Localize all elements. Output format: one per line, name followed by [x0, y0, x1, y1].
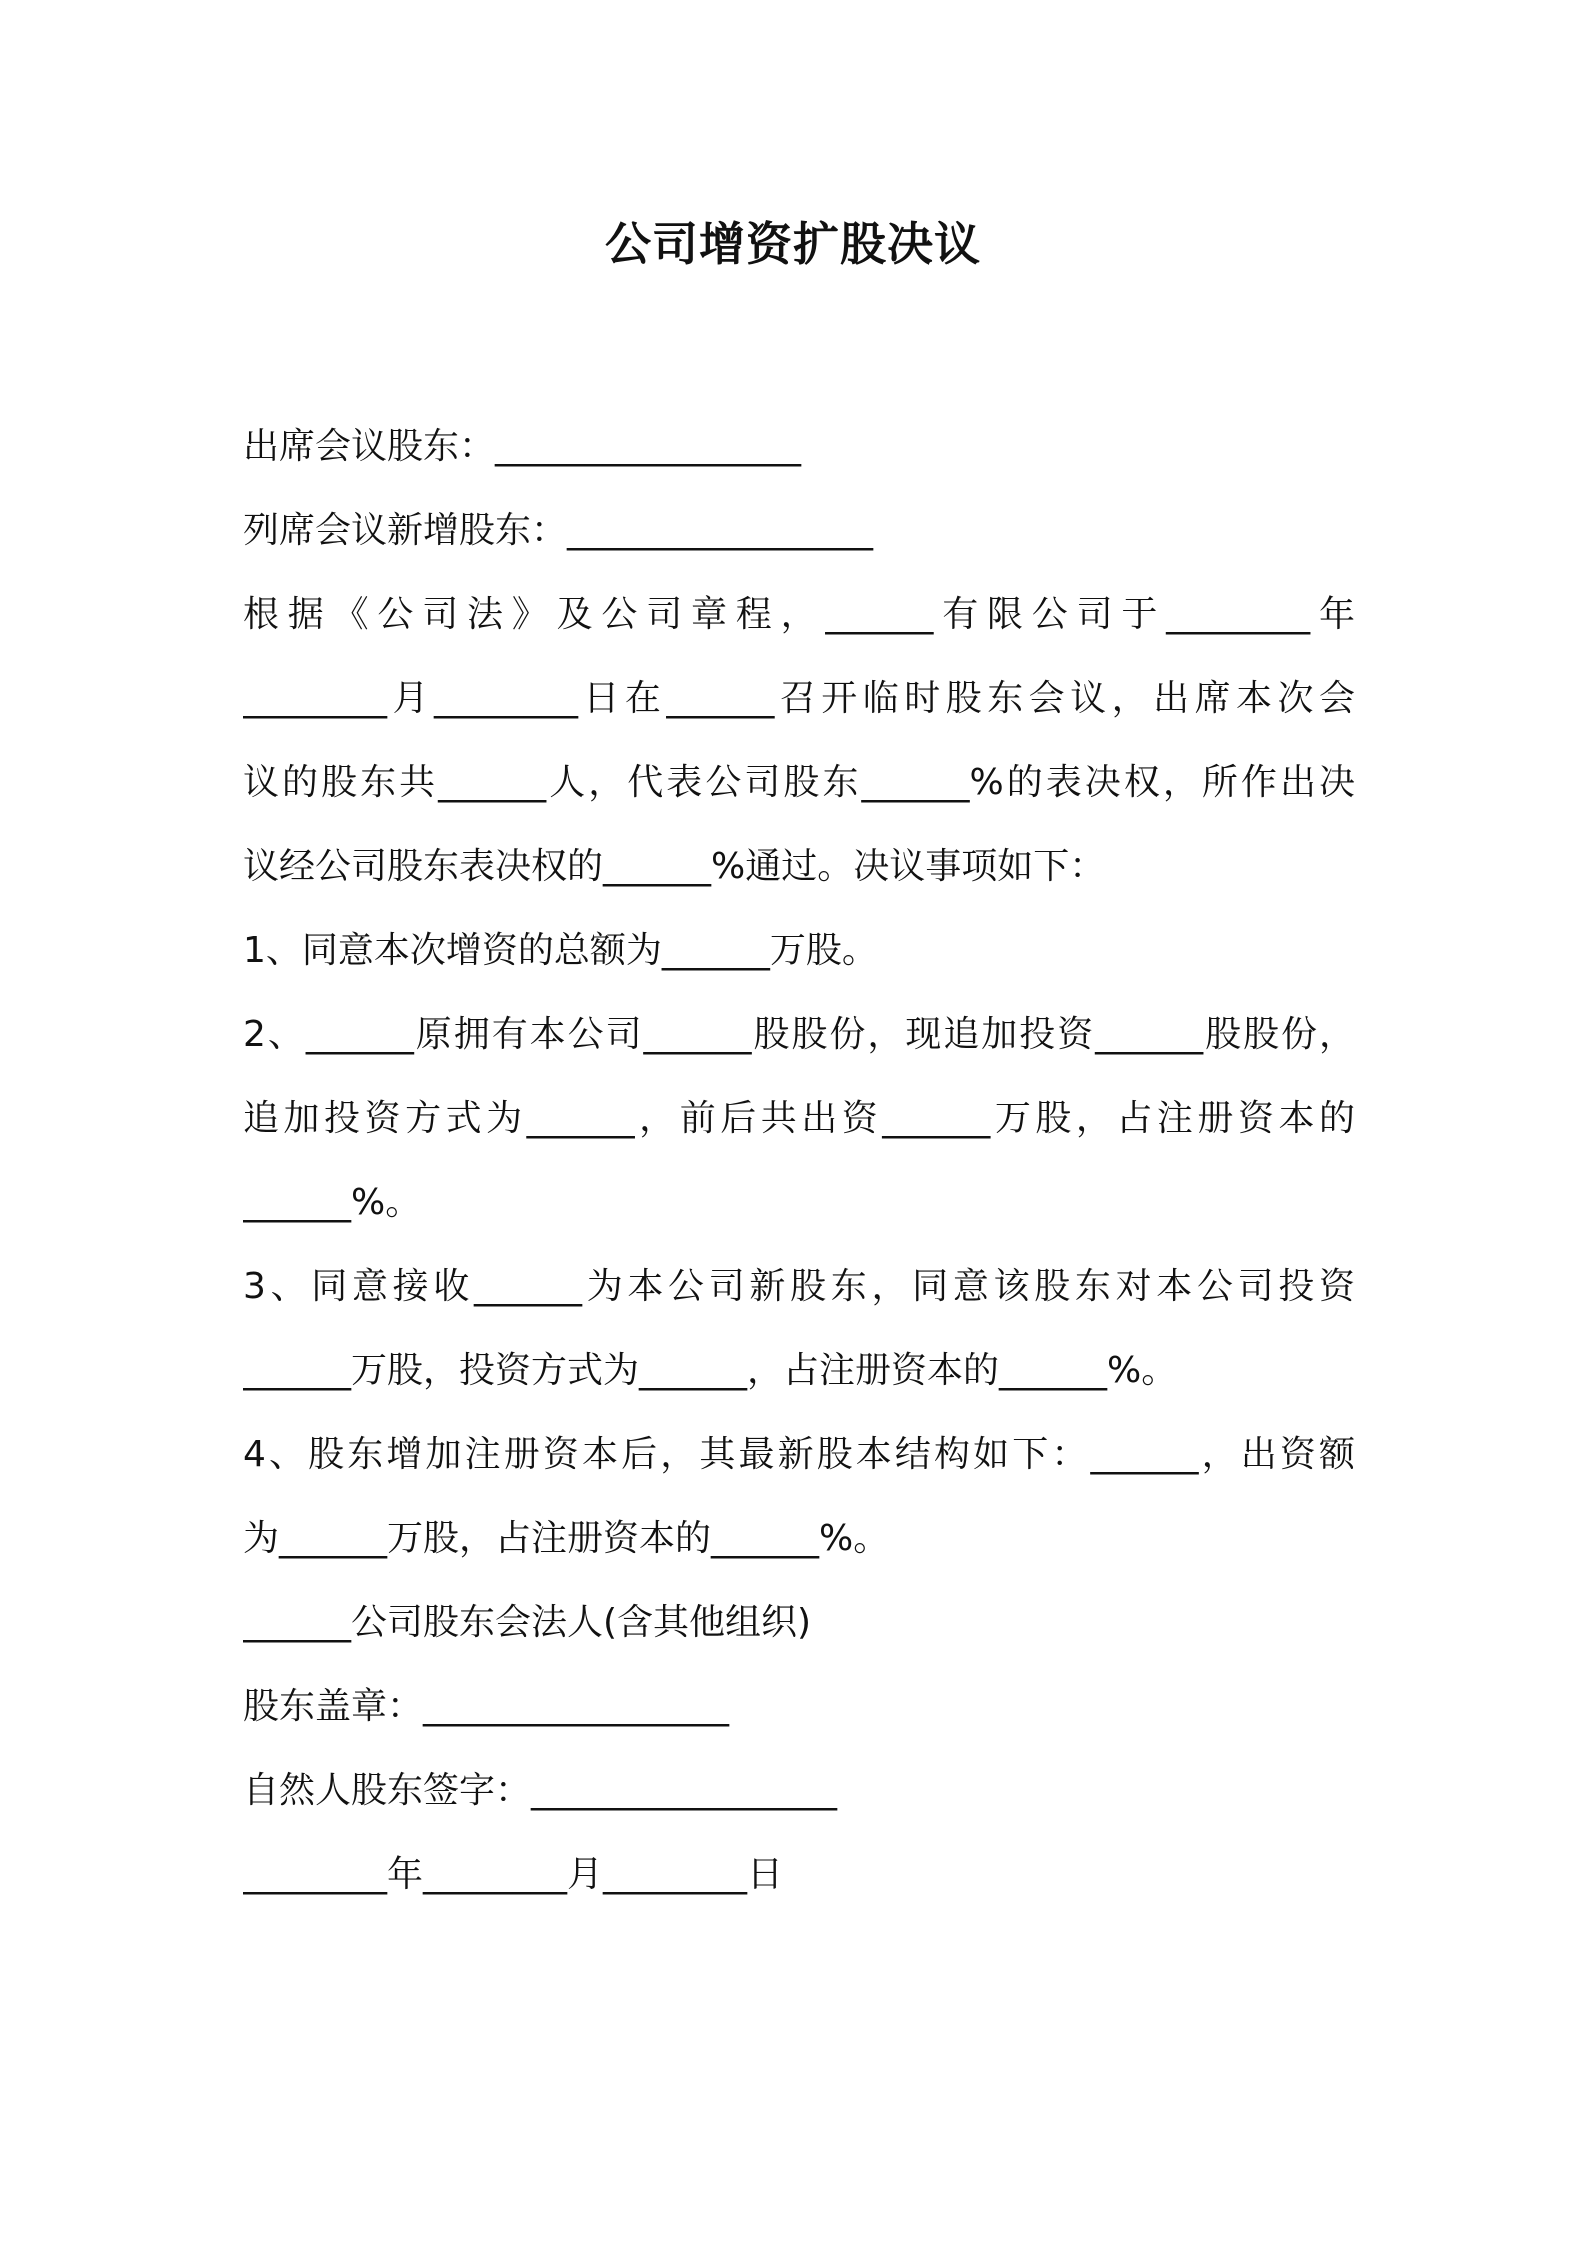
document-body	[243, 405, 1355, 1917]
resolution-item-4: 4、股东增加注册资本后，其最新股本结构如下：______，出资额	[243, 1434, 1355, 1475]
body-line: 议的股东共______人，代表公司股东______%的表决权，所作出决	[243, 762, 1355, 803]
resolution-item-3-cont: ______万股，投资方式为______，占注册资本的______%。	[243, 1350, 1178, 1391]
resolution-item-3: 3、同意接收______为本公司新股东，同意该股东对本公司投资	[243, 1266, 1355, 1307]
resolution-item-2-cont: ______%。	[243, 1182, 422, 1223]
attending-shareholders-line: 出席会议股东：_________________	[243, 426, 802, 467]
new-shareholders-line: 列席会议新增股东：_________________	[243, 510, 874, 551]
date-line: ________年________月________日	[243, 1854, 783, 1895]
natural-person-signature-line: 自然人股东签字：_________________	[243, 1770, 838, 1811]
shareholder-seal-line: 股东盖章：_________________	[243, 1686, 730, 1727]
body-line: ________月________日在______召开临时股东会议，出席本次会	[243, 678, 1355, 719]
body-line: 议经公司股东表决权的______%通过。决议事项如下：	[243, 846, 1106, 887]
resolution-item-4-cont: 为______万股，占注册资本的______%。	[243, 1518, 890, 1559]
resolution-item-1: 1、同意本次增资的总额为______万股。	[243, 930, 878, 971]
document-title: 公司增资扩股决议	[605, 217, 981, 271]
legal-person-line: ______公司股东会法人(含其他组织)	[243, 1602, 812, 1643]
resolution-item-2-cont: 追加投资方式为______，前后共出资______万股，占注册资本的	[243, 1098, 1355, 1139]
body-line: 根据《公司法》及公司章程，______有限公司于________年	[243, 594, 1355, 635]
resolution-item-2: 2、______原拥有本公司______股股份，现追加投资______股股份，	[243, 1014, 1355, 1055]
